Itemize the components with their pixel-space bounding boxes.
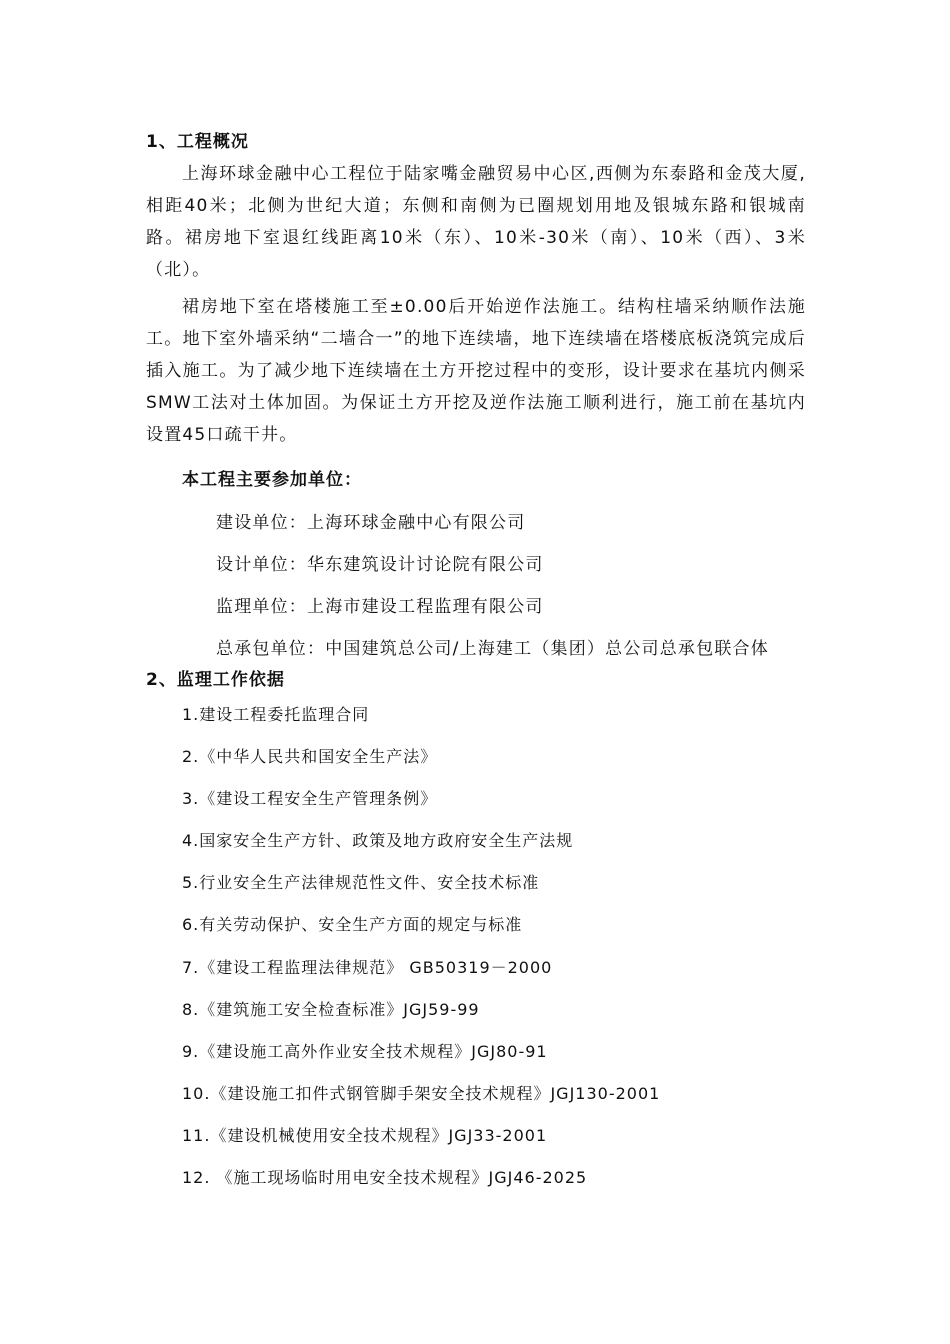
section-2-title: 2、监理工作依据 xyxy=(146,670,285,690)
unit-design: 设计单位：华东建筑设计讨论院有限公司 xyxy=(216,555,544,575)
unit-supervision: 监理单位：上海市建设工程监理有限公司 xyxy=(216,597,544,617)
section-1-title: 1、工程概况 xyxy=(146,132,249,152)
basis-item: 7.《建设工程监理法律规范》 GB50319－2000 xyxy=(182,958,553,977)
overview-paragraph-1: 上海环球金融中心工程位于陆家嘴金融贸易中心区,西侧为东泰路和金茂大厦,相距40米；北侧为世纪大道；东侧和南侧为已圈规划用地及银城东路和银城南路。裙房地下室退红线距离10米（东）、10米-30米（南）、10米（西）、3米（北）。 xyxy=(146,164,806,280)
basis-item: 11.《建设机械使用安全技术规程》JGJ33-2001 xyxy=(182,1126,548,1145)
basis-item: 12. 《施工现场临时用电安全技术规程》JGJ46-2025 xyxy=(182,1168,588,1187)
basis-item: 3.《建设工程安全生产管理条例》 xyxy=(182,789,438,808)
basis-item: 4.国家安全生产方针、政策及地方政府安全生产法规 xyxy=(182,831,574,850)
basis-item: 5.行业安全生产法律规范性文件、安全技术标准 xyxy=(182,873,540,892)
basis-item: 9.《建设施工高外作业安全技术规程》JGJ80-91 xyxy=(182,1042,548,1061)
basis-item: 2.《中华人民共和国安全生产法》 xyxy=(182,747,438,766)
basis-item: 6.有关劳动保护、安全生产方面的规定与标准 xyxy=(182,915,523,934)
basis-item: 10.《建设施工扣件式钢管脚手架安全技术规程》JGJ130-2001 xyxy=(182,1084,661,1103)
basis-item: 1.建设工程委托监理合同 xyxy=(182,705,370,724)
unit-construction: 建设单位：上海环球金融中心有限公司 xyxy=(216,513,526,533)
participating-units-title: 本工程主要参加单位： xyxy=(182,470,362,490)
overview-paragraph-2: 裙房地下室在塔楼施工至±0.00后开始逆作法施工。结构柱墙采纳顺作法施工。地下室外墙采纳“二墙合一”的地下连续墙，地下连续墙在塔楼底板浇筑完成后插入施工。为了减少地下连续墙在土方开挖过程中的变形，设计要求在基坑内侧采SMW工法对土体加固。为保证土方开挖及逆作法施工顺利进行，施工前在基坑内设置45口疏干井。 xyxy=(146,297,806,445)
basis-item: 8.《建筑施工安全检查标准》JGJ59-99 xyxy=(182,1000,480,1019)
unit-general-contractor: 总承包单位：中国建筑总公司/上海建工（集团）总公司总承包联合体 xyxy=(216,639,769,659)
